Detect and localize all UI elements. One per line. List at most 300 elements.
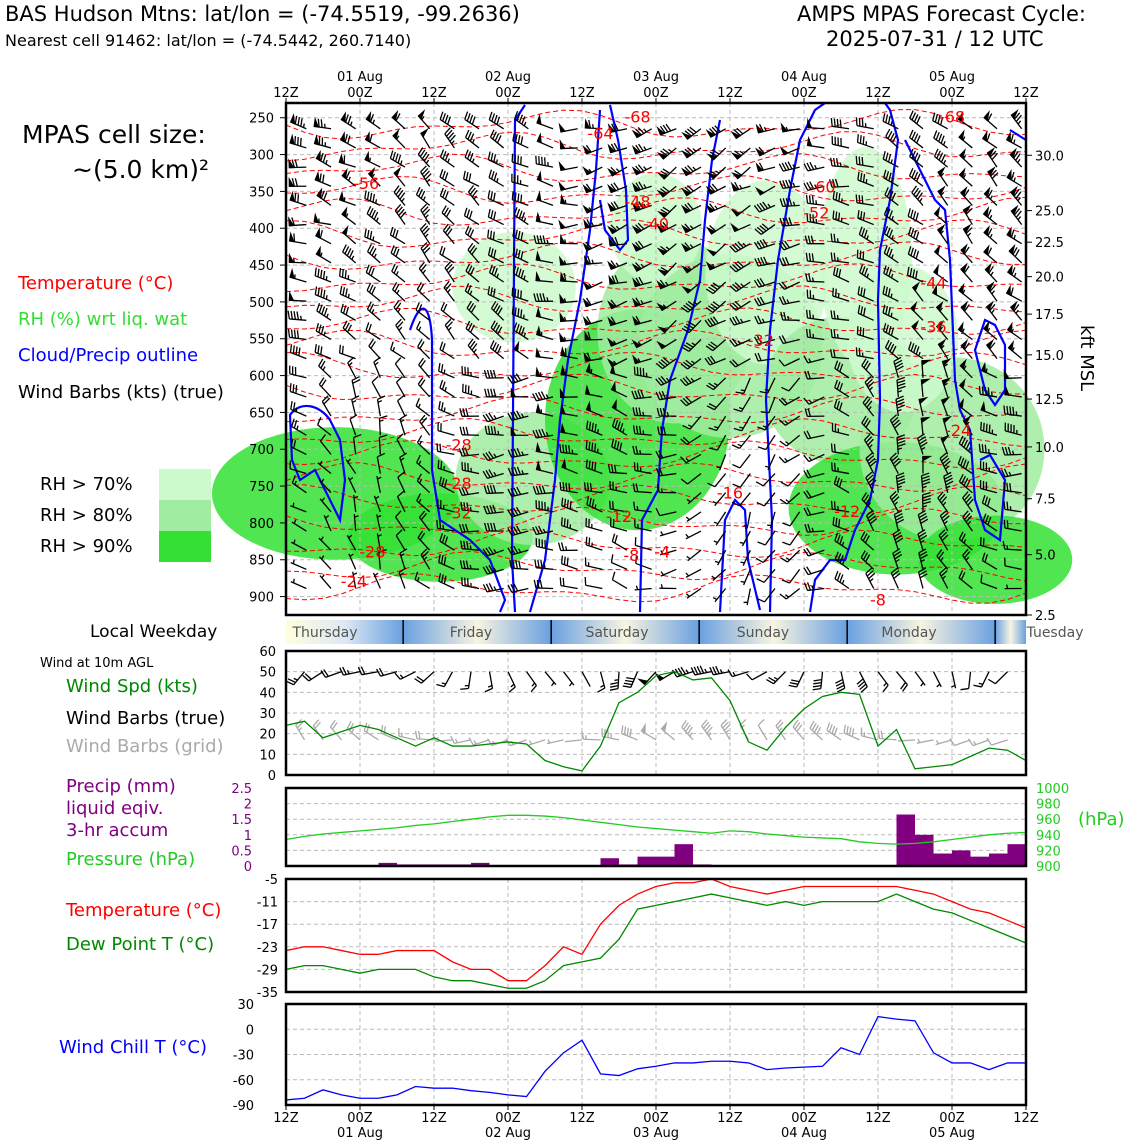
wind-barb (560, 334, 578, 341)
wind-barb (959, 285, 972, 301)
wind-barb (780, 588, 800, 599)
wind-barb (741, 569, 751, 585)
pressure-y-tick-label: 980 (1036, 797, 1061, 813)
wind-10m-barb-grid (702, 720, 713, 740)
wind-barb (537, 173, 553, 186)
precip-label-3: 3-hr accum (66, 820, 169, 841)
precip-y-tick-label: 0.5 (231, 844, 252, 860)
wind-barb (421, 166, 431, 186)
wind-barb (757, 163, 775, 171)
top-time-tick-label: 12Z (569, 86, 595, 101)
wind-barb (961, 341, 972, 358)
weekday-label-tuesday: Tuesday (1026, 625, 1084, 641)
bottom-time-tick-label: 00Z (939, 1111, 965, 1126)
wind-barb (464, 208, 479, 225)
wind-barbs-grid-label: Wind Barbs (grid) (66, 736, 224, 757)
wind-barb (988, 149, 998, 167)
wind-barb (560, 577, 577, 588)
bottom-time-tick-label: 00Z (347, 1111, 373, 1126)
wind10m-title: Wind at 10m AGL (40, 656, 154, 671)
weekday-label: Local Weekday (90, 622, 218, 642)
wind-barb (732, 454, 750, 467)
wind-barb (421, 130, 430, 148)
bottom-time-tick-label: 12Z (865, 1111, 891, 1126)
wind-y-tick-label: 40 (259, 686, 276, 702)
precip-bar (971, 857, 990, 866)
wind-barb (319, 359, 331, 378)
wind-10m-barb-grid (330, 720, 341, 740)
wind-barb (584, 298, 602, 307)
wind-barb (757, 588, 775, 601)
wind-barb (938, 168, 948, 186)
wind-barb (1008, 266, 1022, 282)
wind-10m-barb-true (623, 672, 638, 688)
wind-barb (562, 556, 578, 570)
wind-10m-barb-grid (950, 739, 971, 746)
temperature-contour-label: -8 (870, 590, 886, 610)
wind-barb (291, 560, 307, 570)
wind-barb (964, 226, 973, 244)
precip-bar (989, 854, 1008, 866)
hpa-tick-label: 400 (249, 222, 274, 238)
temperature-contour-label: -68 (624, 107, 651, 127)
wind-barb (961, 303, 972, 320)
hpa-tick-label: 750 (249, 480, 274, 496)
wind-barb (365, 153, 380, 167)
wind-barb (440, 380, 454, 397)
wind-10m-barb-true (710, 666, 730, 675)
wind-barb (782, 125, 800, 132)
hpa-tick-label: 500 (249, 295, 274, 311)
wind-barb (633, 144, 651, 154)
wind-10m-barb-grid (917, 739, 934, 743)
legend-rh70-label: RH > 70% (40, 474, 133, 495)
hpa-tick-label: 550 (249, 332, 274, 348)
wind-barb (984, 227, 997, 243)
wind-barb (367, 283, 380, 301)
top-time-tick-label: 12Z (865, 86, 891, 101)
wind-barb (1007, 229, 1021, 244)
wind-10m-barb-true (508, 672, 515, 693)
wind-10m-barb-grid (565, 740, 582, 742)
wind-barb (713, 588, 726, 601)
wind-barb (366, 265, 380, 282)
top-date-label: 03 Aug (632, 70, 680, 85)
wind-10m-barb-true (436, 672, 452, 687)
top-date-label: 01 Aug (336, 70, 384, 85)
pressure-label: Pressure (hPa) (66, 849, 196, 870)
wind-barb (342, 209, 355, 225)
precip-label-2: liquid eqiv. (66, 798, 164, 819)
hpa-tick-label: 700 (249, 443, 274, 459)
pressure-y-tick-label: 900 (1036, 860, 1061, 875)
wind-barb (560, 163, 578, 170)
wind-10m-barb-true (656, 672, 674, 681)
temp-y-tick-label: -23 (256, 940, 278, 956)
wind-barb (290, 136, 306, 148)
wind-y-tick-label: 50 (259, 665, 276, 681)
wind-barb (858, 134, 874, 148)
precip-y-tick-label: 0 (243, 860, 252, 875)
wind-barb (485, 370, 504, 378)
wind-barb (658, 124, 676, 135)
wind-10m-barb-true (377, 668, 397, 676)
weekday-label-saturday: Saturday (585, 625, 649, 641)
wind-barb (560, 222, 578, 229)
wind-barb (1009, 342, 1022, 358)
wind-barb (419, 358, 430, 378)
wind-barb (468, 339, 479, 359)
wind-barb (288, 311, 306, 321)
kft-tick-label: 2.5 (1035, 609, 1056, 625)
hpa-tick-label: 350 (249, 185, 274, 201)
wind-10m-barb-true (973, 672, 989, 687)
temperature-contour-label: -56 (353, 174, 380, 194)
wind-y-tick-label: 10 (259, 748, 276, 764)
hpa-tick-label: 800 (249, 516, 274, 532)
weekday-label-monday: Monday (881, 625, 937, 641)
wind-10m-barb-grid (827, 723, 841, 740)
wind-10m-barb-grid (364, 723, 378, 740)
wind-barb (508, 584, 528, 593)
wind-10m-barb-grid (622, 725, 638, 739)
wind-barb (683, 148, 701, 158)
wind-barb (442, 206, 454, 225)
temperature-contour-label: -52 (803, 203, 830, 223)
wind-y-tick-label: 20 (259, 727, 276, 743)
wind-barb (290, 383, 306, 397)
precip-y-tick-label: 2 (243, 797, 252, 813)
wind-barb (536, 156, 553, 167)
temperature-contour-label: -32 (747, 330, 774, 350)
wind-barb (464, 171, 479, 186)
bottom-time-tick-label: 12Z (569, 1111, 595, 1126)
kft-tick-label: 30.0 (1035, 149, 1064, 165)
wind-barb (707, 184, 725, 194)
wind-barb (934, 149, 947, 167)
hpa-tick-label: 650 (249, 406, 274, 422)
wind-barb (586, 537, 602, 551)
wind-barb (352, 377, 360, 397)
bottom-date-label: 02 Aug (484, 1126, 532, 1140)
wind-barb (987, 303, 997, 321)
wind-barb (964, 206, 973, 224)
wind-10m-barb-true (897, 672, 908, 692)
wind-barb (393, 131, 405, 148)
wind-y-tick-label: 0 (267, 769, 276, 784)
wind-barb (585, 256, 603, 264)
wind-barb (733, 148, 751, 159)
wind-10m-barb-grid (547, 739, 564, 743)
kft-tick-label: 22.5 (1035, 236, 1064, 252)
precip-bar (915, 835, 934, 866)
precip-bar (638, 857, 657, 866)
wind-barb (290, 233, 307, 243)
temp-y-tick-label: -35 (256, 986, 278, 1001)
precip-y-tick-label: 2.5 (231, 782, 252, 797)
top-time-tick-label: 00Z (643, 86, 669, 101)
wind-barb (417, 321, 430, 339)
wind-barb (340, 268, 356, 282)
wind-barb (584, 167, 602, 174)
wind-barb (559, 542, 578, 550)
kft-tick-label: 17.5 (1035, 308, 1064, 324)
wind-barb (961, 265, 972, 282)
precip-bar (1008, 844, 1027, 866)
wind-barb (441, 150, 455, 168)
weekday-label-thursday: Thursday (292, 625, 358, 641)
wind-barb (463, 384, 479, 397)
wind-barb (488, 152, 503, 168)
weekday-label-friday: Friday (449, 625, 493, 641)
wind-10m-barb-grid (582, 731, 601, 740)
wind-barb (584, 242, 602, 251)
top-date-label: 02 Aug (484, 70, 532, 85)
wind-barb (1009, 246, 1021, 263)
wind-barb (635, 586, 652, 590)
bottom-date-label: 03 Aug (632, 1126, 680, 1140)
wind-10m-barb-true (395, 672, 416, 680)
wind-barb (392, 112, 405, 129)
precip-label-1: Precip (mm) (66, 776, 176, 797)
wind-barb (715, 550, 726, 565)
wind-barb (441, 302, 454, 320)
wind-barb (395, 358, 405, 378)
legend-barbs: Wind Barbs (kts) (true) (18, 382, 224, 403)
wind-barb (316, 323, 331, 339)
bottom-date-label: 05 Aug (928, 1126, 976, 1140)
wind-10m-barb-grid (987, 738, 1008, 745)
wind-barb (289, 178, 306, 186)
top-time-tick-label: 00Z (347, 86, 373, 101)
pressure-y-tick-label: 1000 (1036, 782, 1070, 797)
wind-barb (391, 342, 405, 359)
wind-barb (987, 283, 997, 301)
wind-barb (445, 128, 456, 148)
wind-10m-barb-grid (740, 719, 749, 739)
wind-barb (835, 571, 849, 588)
forecast-cycle-label: AMPS MPAS Forecast Cycle: (797, 2, 1086, 26)
top-date-label: 05 Aug (928, 70, 976, 85)
wind-barb (290, 344, 306, 358)
station-title: BAS Hudson Mtns: lat/lon = (-74.5519, -99.2636) (5, 2, 520, 26)
wind-barb (560, 125, 578, 132)
wind-barb (959, 132, 972, 148)
wind-barb (340, 286, 355, 301)
kft-tick-label: 7.5 (1035, 492, 1056, 508)
temp-y-tick-label: -29 (256, 963, 278, 979)
wind-barb (396, 319, 405, 339)
bottom-time-tick-label: 00Z (495, 1111, 521, 1126)
wind-barb (439, 401, 455, 416)
wind-barb (394, 186, 405, 206)
temperature-contour-label: -68 (938, 107, 966, 127)
chill-y-tick-label: -90 (232, 1099, 254, 1114)
wind-barb (440, 169, 454, 186)
precip-bar (656, 857, 675, 866)
kft-tick-label: 5.0 (1035, 548, 1056, 564)
wind-barb (832, 136, 849, 148)
precip-bar (897, 815, 916, 866)
wind-10m-barb-true (485, 672, 493, 692)
hpa-tick-label: 250 (249, 111, 274, 127)
temperature-contour-label: -12 (605, 507, 633, 527)
wind-barb (984, 112, 997, 128)
wind-barb (612, 572, 627, 589)
wind-barb (488, 209, 503, 225)
wind-barb (316, 230, 331, 244)
wind-barb (398, 396, 405, 417)
kft-tick-label: 15.0 (1035, 348, 1064, 364)
wind-barb (537, 135, 553, 148)
wind-barb (779, 454, 799, 462)
wind-10m-barb-true (857, 672, 867, 693)
wind-barb (438, 422, 454, 435)
wind-y-tick-label: 30 (259, 707, 276, 722)
kft-tick-label: 12.5 (1035, 393, 1064, 409)
precip-bar (675, 844, 694, 866)
wind-barb (465, 150, 479, 168)
wind-barb (488, 190, 503, 205)
windchill-label: Wind Chill T (°C) (59, 1037, 207, 1058)
wind-barb (584, 145, 602, 154)
top-time-tick-label: 00Z (791, 86, 817, 101)
wind-10m-barb-true (988, 672, 1007, 684)
wind-barb (418, 377, 429, 396)
top-time-tick-label: 00Z (495, 86, 521, 101)
wind-barb (320, 574, 331, 588)
wind-barb (661, 569, 677, 576)
temperature-contour-label: -16 (716, 483, 744, 503)
hpa-tick-label: 300 (249, 148, 274, 164)
temp-y-tick-label: -5 (265, 873, 278, 888)
wind-10m-barb-true (340, 667, 360, 675)
wind-barb (779, 162, 799, 171)
wind-barb (372, 376, 380, 397)
wind-barb (420, 223, 429, 243)
precip-bar (934, 854, 953, 866)
temperature-contour-label: -64 (587, 123, 614, 143)
wind-barb (804, 162, 824, 171)
wind-barb (315, 173, 331, 186)
wind-barb (378, 396, 386, 416)
temperature-contour-label: -48 (624, 192, 651, 212)
hpa-tick-label: 600 (249, 369, 274, 385)
wind-barb (339, 155, 355, 167)
wind-barb (366, 322, 380, 339)
wind-barb (938, 187, 947, 205)
wind-barb (315, 268, 331, 282)
wind-10m-barb-true (303, 672, 323, 681)
wind-10m-barb-true (415, 672, 434, 683)
wind-barb (289, 159, 306, 167)
wind-barb (490, 130, 503, 148)
wind-barb (935, 246, 948, 262)
wind-barb (315, 286, 331, 301)
top-date-label: 04 Aug (780, 70, 828, 85)
chill-y-tick-label: -60 (232, 1073, 254, 1089)
pressure-y-tick-label: 960 (1036, 813, 1061, 829)
wind-spd-label: Wind Spd (kts) (66, 676, 198, 697)
wind-10m-barb-grid (844, 725, 860, 740)
wind-10m-barb-true (286, 672, 304, 685)
precip-bar (952, 850, 971, 866)
wind-10m-barb-grid (810, 721, 822, 740)
top-time-tick-label: 12Z (421, 86, 447, 101)
wind-10m-barb-grid (451, 736, 471, 743)
wind-barb (390, 227, 405, 244)
wind-barb (908, 208, 923, 224)
wind-10m-barb-grid (721, 719, 730, 739)
wind-barb (1007, 171, 1021, 186)
wind-barb (987, 341, 997, 359)
wind-barb (394, 301, 405, 321)
wind-barb (961, 188, 972, 205)
temperature-contour-label: -60 (809, 177, 836, 197)
pressure-y-tick-label: 920 (1036, 844, 1061, 860)
wind-barb (687, 550, 701, 561)
wind-10m-barb-grid (662, 724, 675, 740)
wind-barb (348, 357, 356, 378)
nearest-cell-text: Nearest cell 91462: lat/lon = (-74.5442, 260.7140) (5, 31, 412, 50)
wind-barb (515, 111, 529, 129)
wind-barb (317, 190, 331, 206)
wind-barb (733, 167, 750, 178)
wind-barb (983, 133, 997, 148)
wind-barb (960, 150, 972, 167)
wind-10m-barb-grid (433, 734, 453, 742)
wind-barb (443, 224, 454, 244)
bottom-time-tick-label: 00Z (791, 1111, 817, 1126)
wind-barb (910, 130, 923, 148)
wind-10m-barb-true (878, 672, 888, 692)
wind-barb (393, 282, 405, 301)
wind-barb (1010, 150, 1021, 167)
wind-barb (782, 569, 800, 583)
wind-barb (686, 512, 701, 522)
wind-barb (374, 357, 381, 378)
wind-10m-barb-grid (641, 725, 656, 740)
wind-barb (1011, 111, 1021, 129)
wind-barb (368, 244, 381, 263)
wind-barb (585, 577, 602, 588)
wind-10m-barb-true (598, 672, 605, 692)
pressure-unit-right: (hPa) (1078, 809, 1125, 830)
wind-barb (1011, 207, 1021, 225)
wind-barb (418, 148, 429, 167)
wind-barb (366, 133, 381, 147)
wind-10m-barb-true (582, 672, 590, 687)
wind-barb (960, 170, 973, 187)
wind-barb (490, 340, 503, 358)
temperature-contour-label: -28 (359, 542, 386, 562)
legend-rh90-label: RH > 90% (40, 536, 133, 557)
wind-barb (365, 229, 381, 244)
temperature-contour-label: -24 (945, 420, 972, 440)
wind-barb (709, 148, 726, 160)
hpa-tick-label: 450 (249, 259, 274, 275)
wind-barb (1007, 287, 1022, 301)
wind-10m-barb-grid (936, 740, 952, 745)
wind-10m-barb-true (610, 672, 619, 691)
temperature-contour-label: -44 (920, 273, 947, 293)
wind-barb (367, 206, 380, 224)
wind-10m-barb-true (961, 672, 971, 690)
precip-y-tick-label: 1 (243, 828, 252, 844)
wind-barb (536, 214, 553, 224)
temperature-contour-label: -28 (445, 435, 472, 455)
wind-barb (910, 111, 923, 129)
